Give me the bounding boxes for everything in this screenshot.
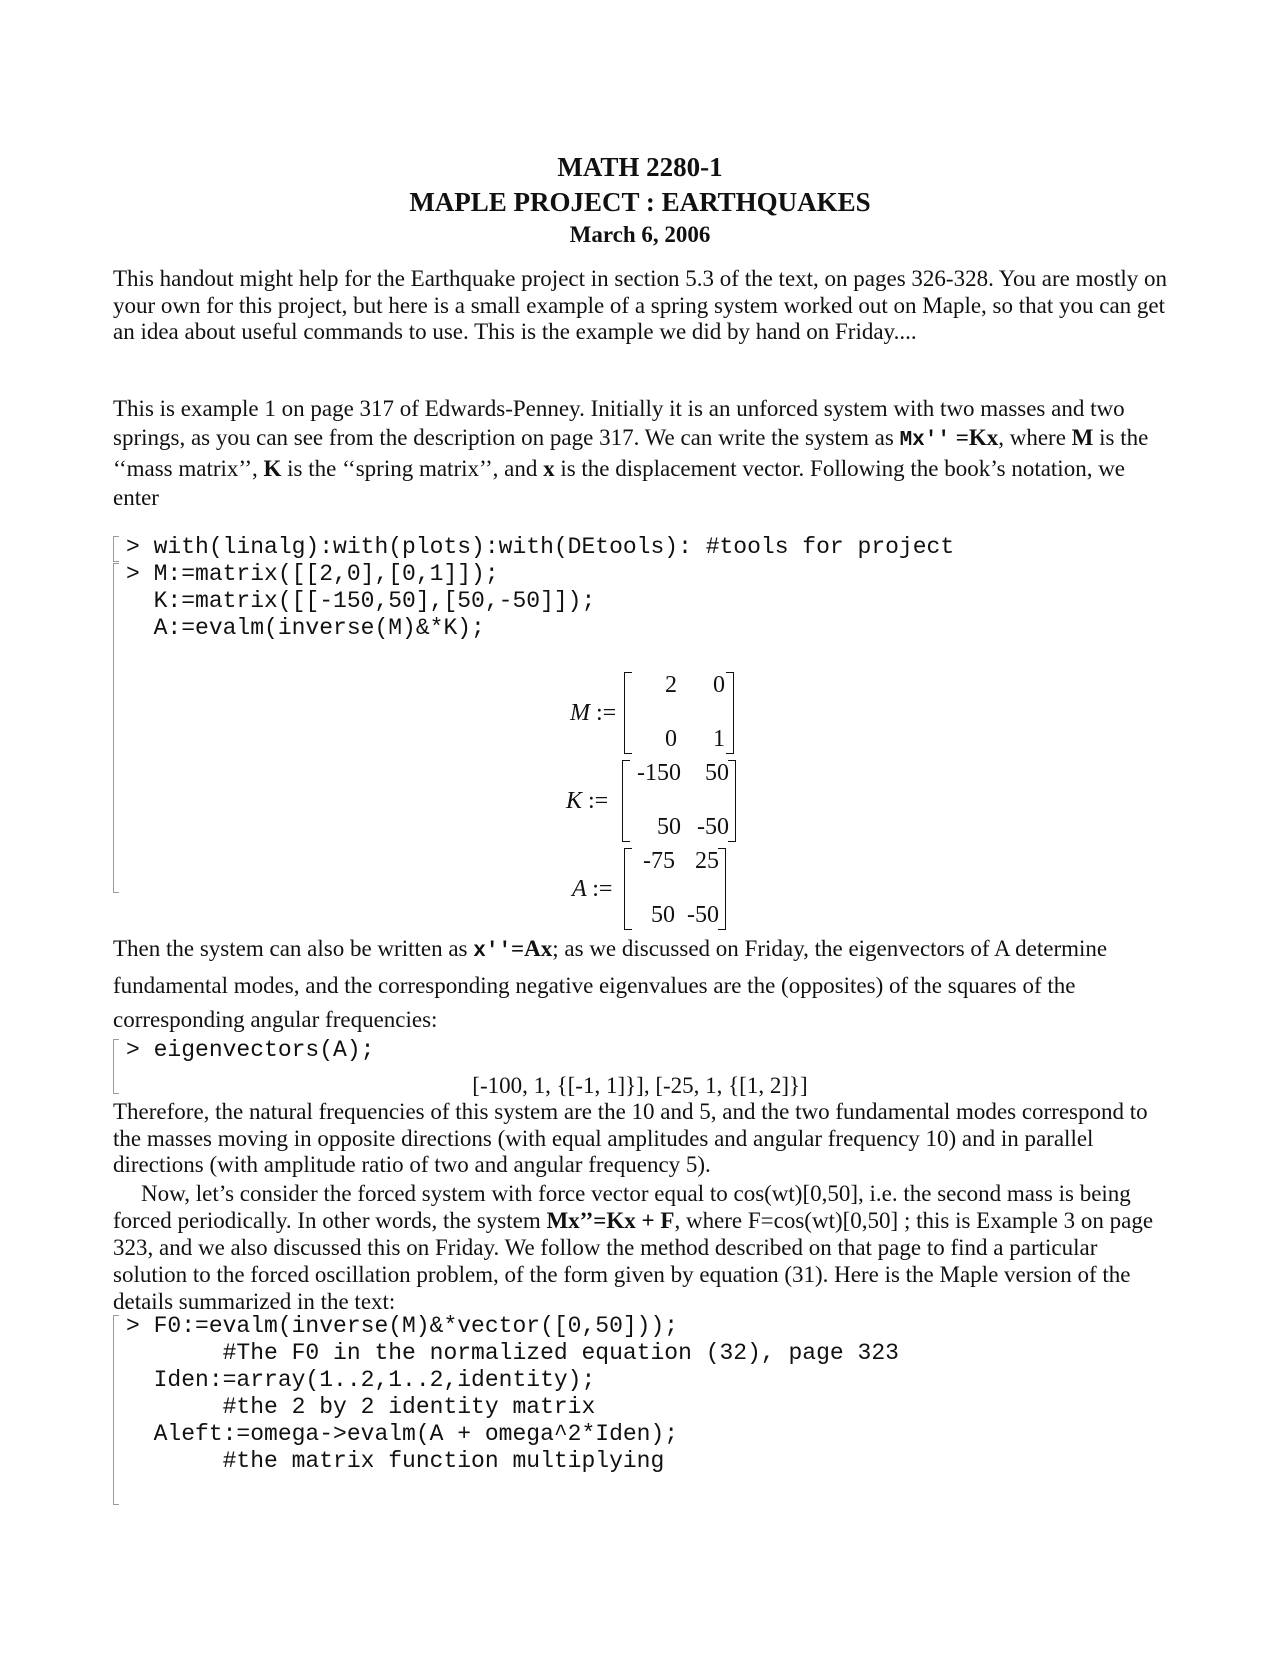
- matrix-cell: 25: [695, 848, 719, 874]
- matrix-cell: 50: [657, 814, 681, 840]
- matrix-cell: 1: [713, 726, 725, 752]
- matrix-a-body: [624, 848, 726, 930]
- maple-input-with: > with(linalg):with(plots):with(DEtools): #tools for project: [126, 534, 955, 560]
- para3-text-a: Then the system can also be written as: [113, 936, 474, 961]
- matrix-cell: -75: [643, 848, 675, 874]
- matrix-a-label: A :=: [572, 876, 613, 902]
- matrix-m-body: [624, 672, 734, 754]
- project-title: MAPLE PROJECT : EARTHQUAKES: [409, 187, 871, 217]
- para2-text-a: This is example 1 on page 317 of Edwards-Penney. Initially it is an unforced system with two masses and two springs, as you can see from the description on page 317. We can write the system as: [113, 396, 1125, 450]
- matrix-m: [560, 672, 740, 754]
- eigen-output: [-100, 1, {[-1, 1]}], [-25, 1, {[1, 2]}]: [472, 1073, 808, 1098]
- matrix-cell: 50: [651, 902, 675, 928]
- para2-text-d: , where: [998, 424, 1072, 450]
- para3-ax: =Ax: [511, 936, 553, 961]
- para2-mx-mono: Mx'': [899, 428, 950, 452]
- para3-text-d: ; as we discussed on Friday, the eigenvectors of A determine fundamental modes, and the corresponding negative eigenvalues are the (opposites) of the squares of the corresponding angular frequencies:: [113, 936, 1108, 1032]
- matrix-k-label: K :=: [566, 788, 609, 814]
- eigen-intro-paragraph: [113, 932, 1173, 1037]
- matrix-k: [560, 760, 740, 842]
- system-description-paragraph: [113, 395, 1173, 512]
- para2-x-bold: x: [543, 456, 555, 481]
- maple-input-matrices: > M:=matrix([[2,0],[0,1]]); K:=matrix([[-150,50],[50,-50]]); A:=evalm(inverse(M)&*K);: [126, 561, 596, 641]
- para5-text-c: , where F=cos(wt)[0,50] ; this is Example 3 on page 323, and we also discussed this on Friday. We follow the method described on that page to find a particular solution to the forced oscillation problem, of the form given by equation (31). Here is the Maple version of the details summarized in the text:: [113, 1208, 1154, 1314]
- matrix-cell: 2: [665, 672, 677, 698]
- maple-group-matrices: [113, 563, 114, 893]
- matrix-cell: 50: [705, 760, 729, 786]
- course-title: MATH 2280-1: [557, 152, 723, 182]
- matrix-cell: -50: [687, 902, 719, 928]
- para2-k-bold: K: [263, 456, 282, 481]
- para3-x-mono: x'': [473, 940, 512, 963]
- para5-equation: Mx’’=Kx + F: [546, 1208, 675, 1233]
- para2-text-j: is the displacement vector. Following the book’s notation, we enter: [113, 456, 1126, 510]
- para2-kx: =Kx: [955, 424, 999, 450]
- para2-m-bold: M: [1071, 424, 1094, 450]
- para2-text-f: is the ‘‘mass matrix’’,: [113, 424, 1149, 481]
- matrix-a: [560, 848, 740, 930]
- natural-frequency-paragraph: Therefore, the natural frequencies of this system are the 10 and 5, and the two fundamental modes correspond to the masses moving in opposite directions (with equal amplitudes and angular frequency 10) and in parallel directions (with amplitude ratio of two and angular frequency 5).: [113, 1099, 1148, 1177]
- matrix-cell: -50: [697, 814, 729, 840]
- para2-text-h: is the ‘‘spring matrix’’, and: [281, 456, 544, 481]
- para5-text-a: Now, let’s consider the forced system with force vector equal to cos(wt)[0,50], i.e. the second mass is being forced periodically. In other words, the system: [113, 1181, 1131, 1233]
- title-block: [0, 150, 1280, 250]
- matrix-cell: 0: [713, 672, 725, 698]
- maple-group-forced: [113, 1315, 114, 1505]
- matrix-k-body: [622, 760, 736, 842]
- forced-system-paragraph: [113, 1180, 1173, 1315]
- maple-input-forced: > F0:=evalm(inverse(M)&*vector([0,50])); #The F0 in the normalized equation (32), page 323 Iden:=array(1..2,1..2,identity); #the 2 by 2 identity matrix Aleft:=omega->evalm(A + omega^2*Iden); #the matrix function multiplying: [126, 1313, 899, 1474]
- matrix-m-label: M :=: [570, 700, 617, 726]
- intro-paragraph: This handout might help for the Earthquake project in section 5.3 of the text, on pages 326-328. You are mostly on your own for this project, but here is a small example of a spring system worked out on Maple, so that you can get an idea about useful commands to use. This is the example we did by hand on Friday....: [113, 266, 1167, 344]
- date: March 6, 2006: [569, 222, 711, 247]
- matrix-cell: 0: [665, 726, 677, 752]
- maple-input-eigen: > eigenvectors(A);: [126, 1037, 375, 1063]
- maple-group-with: [113, 536, 114, 562]
- matrix-cell: -150: [637, 760, 681, 786]
